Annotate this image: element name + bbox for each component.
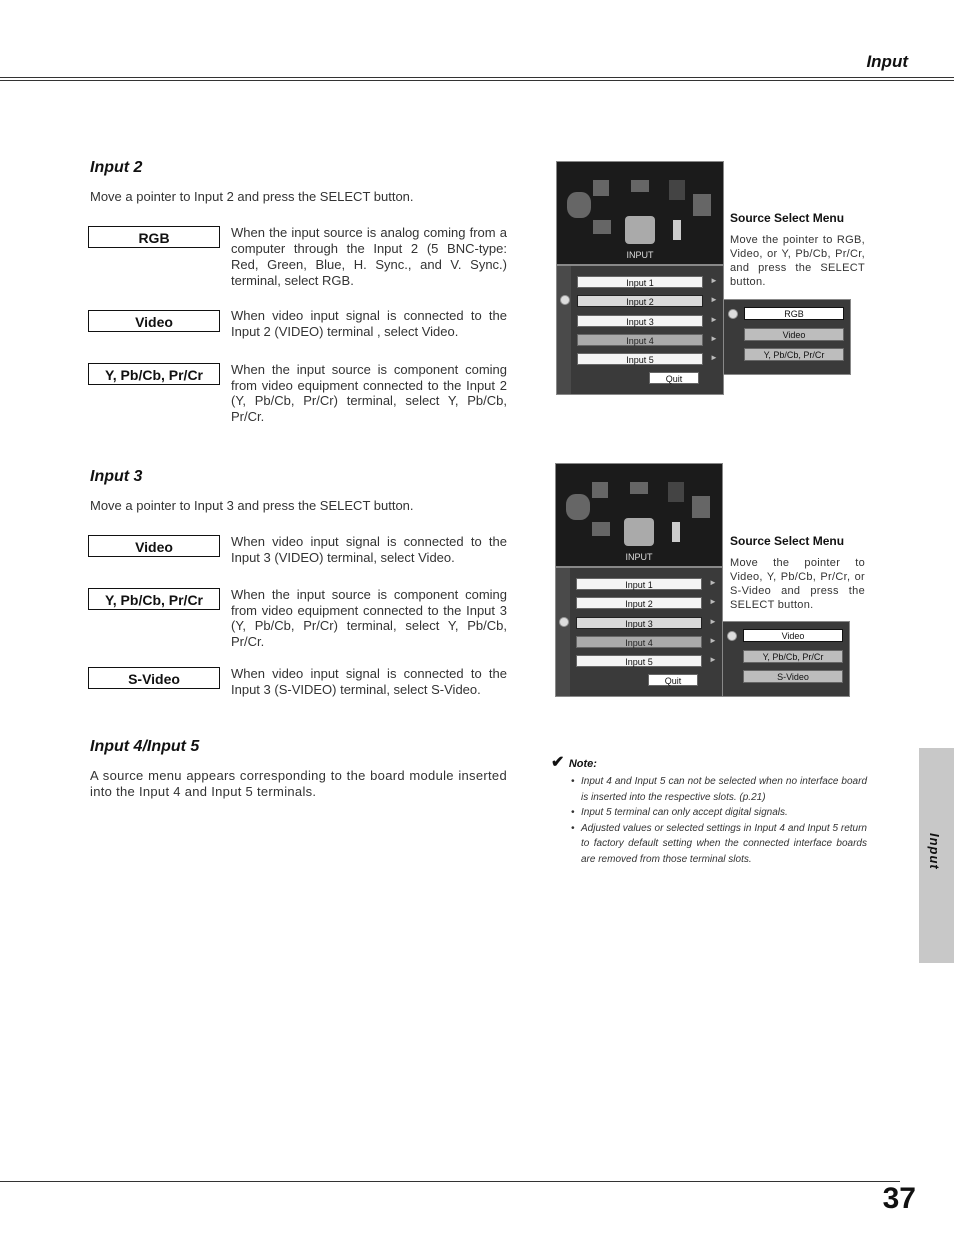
settings-icon <box>692 496 710 518</box>
menu-item-input2[interactable]: Input 2 <box>576 597 702 609</box>
arrow-right-icon: ► <box>709 578 717 587</box>
arrow-right-icon: ► <box>709 655 717 664</box>
submenu-item-rgb[interactable]: RGB <box>744 307 844 320</box>
option-description-component: When the input source is component coming from video equipment connected to the Input 2 (Y, Pb/Cb, Pr/Cr) terminal, select Y, Pb/Cb, Pr/Cr. <box>231 362 507 424</box>
pointer-icon <box>728 309 738 319</box>
option-label-video: Video <box>88 535 220 557</box>
menu-item-input5[interactable]: Input 5 <box>577 353 703 365</box>
menu-label: INPUT <box>626 250 654 260</box>
note-block <box>551 752 867 867</box>
arrow-right-icon: ► <box>709 597 717 606</box>
menu-item-input1[interactable]: Input 1 <box>576 578 702 590</box>
screen-icon <box>631 180 649 192</box>
callout-title: Source Select Menu <box>730 211 845 225</box>
arrow-right-icon: ► <box>710 353 718 362</box>
input-menu-screenshot <box>556 161 724 397</box>
header-rule-secondary <box>0 80 954 81</box>
menu-icon-panel <box>555 463 723 567</box>
callout-text: Move the pointer to RGB, Video, or Y, Pb/Cb, Pr/Cr, and press the SELECT button. <box>730 234 865 288</box>
callout-title: Source Select Menu <box>730 534 845 548</box>
tools-icon <box>593 180 609 196</box>
menu-label: INPUT <box>625 552 653 562</box>
pointer-icon <box>727 631 737 641</box>
menu-item-input3[interactable]: Input 3 <box>577 315 703 327</box>
menu-item-quit[interactable]: Quit <box>649 372 699 384</box>
footer-rule <box>0 1181 900 1182</box>
note-item: • Adjusted values or selected settings in Input 4 and Input 5 return to factory default setting when the connected interface boards are removed from those terminal slots. <box>571 822 867 865</box>
note-item: • Input 4 and Input 5 can not be selected when no interface board is inserted into the respective slots. (p.21) <box>571 776 867 803</box>
shapes-icon <box>566 494 590 520</box>
submenu-item-component[interactable]: Y, Pb/Cb, Pr/Cr <box>744 348 844 361</box>
header-rule <box>0 77 954 78</box>
option-label-svideo: S-Video <box>88 667 220 689</box>
checkmark-icon: ✔ <box>551 754 565 771</box>
screen-icon <box>630 482 648 494</box>
menu-icon-panel <box>556 161 724 265</box>
bullet-icon: • <box>571 776 575 787</box>
submenu-item-svideo[interactable]: S-Video <box>743 670 843 683</box>
section-intro-input2: Move a pointer to Input 2 and press the SELECT button. <box>90 189 414 204</box>
callout-text: Move the pointer to Video, Y, Pb/Cb, Pr/Cr, or S-Video and press the SELECT button. <box>730 557 865 611</box>
arrow-right-icon: ► <box>710 295 718 304</box>
option-description-video: When video input signal is connected to the Input 2 (VIDEO) terminal , select Video. <box>231 308 507 339</box>
section-title-input45: Input 4/Input 5 <box>90 738 200 755</box>
option-label-component: Y, Pb/Cb, Pr/Cr <box>88 363 220 385</box>
submenu-item-video[interactable]: Video <box>743 629 843 642</box>
note-item: • Input 5 terminal can only accept digital signals. <box>581 805 867 821</box>
image-icon <box>592 522 610 536</box>
option-label-video: Video <box>88 310 220 332</box>
menu-item-quit[interactable]: Quit <box>648 674 698 686</box>
note-list <box>551 774 867 867</box>
menu-item-input4[interactable]: Input 4 <box>577 334 703 346</box>
option-description-component: When the input source is component coming from video equipment connected to the Input 3 (Y, Pb/Cb, Pr/Cr) terminal, select Y, Pb/Cb, Pr/Cr. <box>231 587 507 649</box>
menu-item-input3[interactable]: Input 3 <box>576 617 702 629</box>
note-heading: Note: <box>568 758 597 770</box>
tools-icon <box>592 482 608 498</box>
source-select-submenu <box>722 621 850 697</box>
pointer-icon <box>559 617 569 627</box>
side-tab <box>919 748 954 963</box>
arrow-right-icon: ► <box>709 636 717 645</box>
arrow-right-icon: ► <box>710 334 718 343</box>
image-icon <box>593 220 611 234</box>
info-icon <box>673 220 681 240</box>
header-title: Input <box>866 52 908 71</box>
submenu-item-component[interactable]: Y, Pb/Cb, Pr/Cr <box>743 650 843 663</box>
menu-item-input4[interactable]: Input 4 <box>576 636 702 648</box>
section-title-input2: Input 2 <box>90 159 143 176</box>
shapes-icon <box>567 192 591 218</box>
side-tab-label: Input <box>927 833 942 870</box>
submenu-item-video[interactable]: Video <box>744 328 844 341</box>
menu-item-input5[interactable]: Input 5 <box>576 655 702 667</box>
input-icon <box>625 216 655 244</box>
source-select-submenu <box>723 299 851 375</box>
arrow-right-icon: ► <box>710 276 718 285</box>
input-list-panel <box>556 265 724 395</box>
page-number: 37 <box>882 1182 916 1215</box>
section-intro-input3: Move a pointer to Input 3 and press the SELECT button. <box>90 498 414 513</box>
section-text-input45: A source menu appears corresponding to the board module inserted into the Input 4 and Input 5 terminals. <box>90 768 507 799</box>
settings-icon <box>693 194 711 216</box>
section-title-input3: Input 3 <box>90 468 143 485</box>
option-description-video: When video input signal is connected to the Input 3 (VIDEO) terminal, select Video. <box>231 534 507 565</box>
option-description-svideo: When video input signal is connected to the Input 3 (S-VIDEO) terminal, select S-Video. <box>231 666 507 697</box>
menu-item-input2[interactable]: Input 2 <box>577 295 703 307</box>
pointer-icon <box>560 295 570 305</box>
menu-item-input1[interactable]: Input 1 <box>577 276 703 288</box>
input-list-panel <box>555 567 723 697</box>
option-label-rgb: RGB <box>88 226 220 248</box>
option-description-rgb: When the input source is analog coming from a computer through the Input 2 (5 BNC-type: Red, Green, Blue, H. Sync., and V. Sync.) terminal, select RGB. <box>231 225 507 288</box>
input-icon <box>624 518 654 546</box>
blank-icon <box>669 180 685 200</box>
bullet-icon: • <box>571 822 575 834</box>
arrow-right-icon: ► <box>710 315 718 324</box>
bullet-icon: • <box>571 807 575 818</box>
blank-icon <box>668 482 684 502</box>
info-icon <box>672 522 680 542</box>
option-label-component: Y, Pb/Cb, Pr/Cr <box>88 588 220 610</box>
input-menu-screenshot <box>555 463 723 699</box>
arrow-right-icon: ► <box>709 617 717 626</box>
